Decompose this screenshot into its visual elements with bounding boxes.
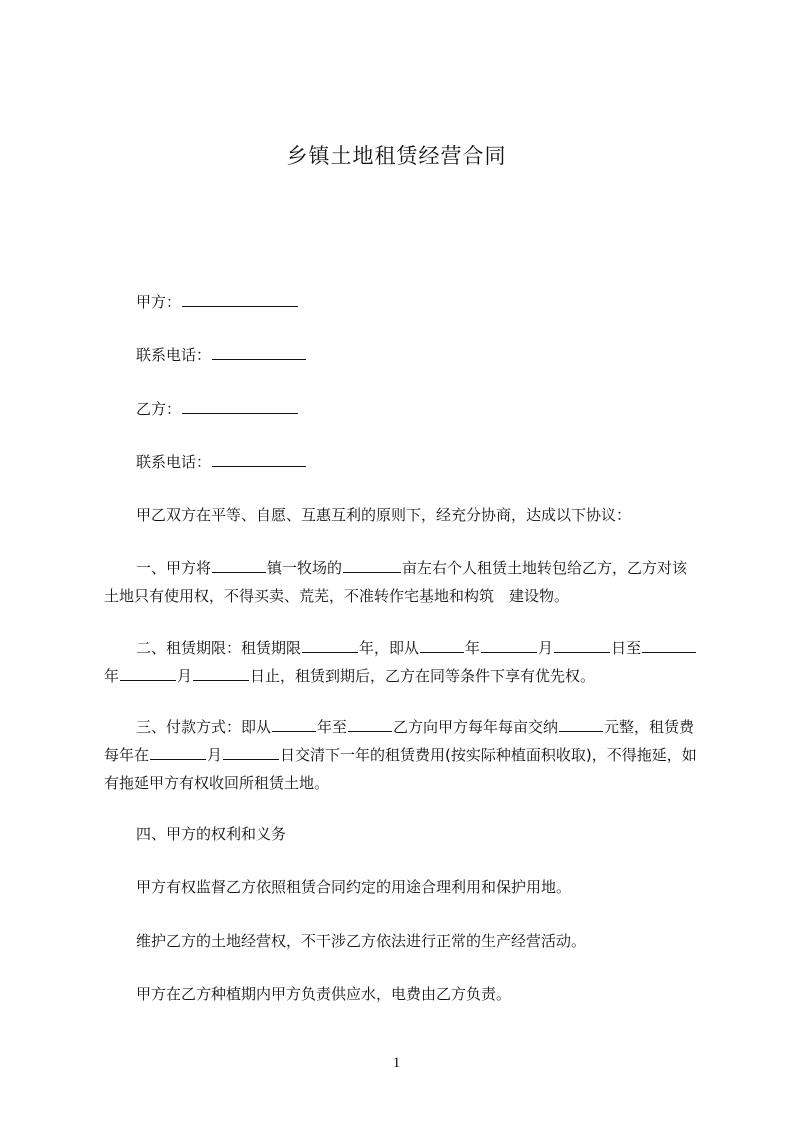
clause-2-text-c: 年	[465, 639, 481, 657]
start-month-blank	[481, 636, 537, 653]
party-b-phone-blank	[212, 450, 306, 467]
clause-1-text-c: 亩左右个人租赁土地转包给乙方，乙方对该土地只有使用权，不得买卖、荒芜，不准转作宅基地和构筑 建设物。	[104, 559, 688, 605]
clause-1-text-a: 一、甲方将	[136, 559, 212, 577]
party-a-phone-label: 联系电话：	[136, 346, 212, 364]
party-a-phone-line	[104, 341, 702, 369]
clause-3-text-f: 日交清下一年的租赁费用(按实际种植面积收取)，不得拖延，如有拖延甲方有权收回所租赁土地。	[104, 746, 697, 792]
clause-3-text-c: 乙方向甲方每年每亩交纳	[393, 718, 559, 736]
party-b-phone-line	[104, 448, 702, 476]
party-a-phone-blank	[212, 343, 306, 360]
end-month-blank	[120, 664, 176, 681]
clause-1-text-b: 镇一牧场的	[267, 559, 343, 577]
party-b-phone-label: 联系电话：	[136, 453, 212, 471]
end-year-blank	[642, 636, 696, 653]
clause-2-text-h: 日止，租赁到期后，乙方在同等条件下享有优先权。	[250, 667, 596, 685]
area-blank	[343, 556, 401, 573]
pay-end-year-blank	[348, 715, 392, 732]
party-a-line	[104, 288, 702, 316]
clause-4-item: 维护乙方的土地经营权，不干涉乙方依法进行正常的生产经营活动。	[136, 932, 587, 950]
clause-2-text-g: 月	[177, 667, 193, 685]
party-b-label: 乙方：	[136, 400, 182, 418]
intro-paragraph: 甲乙双方在平等、自愿、互惠互利的原则下，经充分协商，达成以下协议：	[136, 506, 632, 524]
term-years-blank	[302, 636, 358, 653]
clause-1	[104, 554, 702, 610]
party-b-blank	[182, 397, 298, 414]
clause-4-item: 甲方在乙方种植期内甲方负责供应水，电费由乙方负责。	[136, 985, 512, 1003]
clause-2-text-f: 年	[104, 667, 120, 685]
clause-3-text-d: 元整，租赁费每年在	[104, 718, 695, 764]
clause-2-text-d: 月	[538, 639, 554, 657]
clause-2-text-e: 日至	[611, 639, 642, 657]
clause-3-text-e: 月	[207, 746, 223, 764]
start-year-blank	[420, 636, 464, 653]
clause-3	[104, 713, 702, 797]
document-title: 乡镇土地租赁经营合同	[286, 144, 507, 168]
clause-3-text-a: 三、付款方式：即从	[136, 718, 272, 736]
end-day-blank	[193, 664, 249, 681]
page-number: 1	[392, 1055, 401, 1071]
fee-per-mu-blank	[559, 715, 603, 732]
start-day-blank	[554, 636, 610, 653]
pay-month-blank	[150, 743, 206, 760]
clause-2-text-a: 二、租赁期限：租赁期限	[136, 639, 302, 657]
clause-4-item: 甲方有权监督乙方依照租赁合同约定的用途合理利用和保护用地。	[136, 878, 572, 896]
party-a-label: 甲方：	[136, 293, 182, 311]
town-blank	[212, 556, 266, 573]
clause-2	[104, 634, 702, 690]
party-b-line	[104, 395, 702, 423]
clause-2-text-b: 年，即从	[359, 639, 420, 657]
pay-start-year-blank	[272, 715, 316, 732]
clause-4-heading: 四、甲方的权利和义务	[136, 825, 287, 843]
pay-day-blank	[223, 743, 279, 760]
clause-3-text-b: 年至	[317, 718, 348, 736]
party-a-blank	[182, 290, 298, 307]
